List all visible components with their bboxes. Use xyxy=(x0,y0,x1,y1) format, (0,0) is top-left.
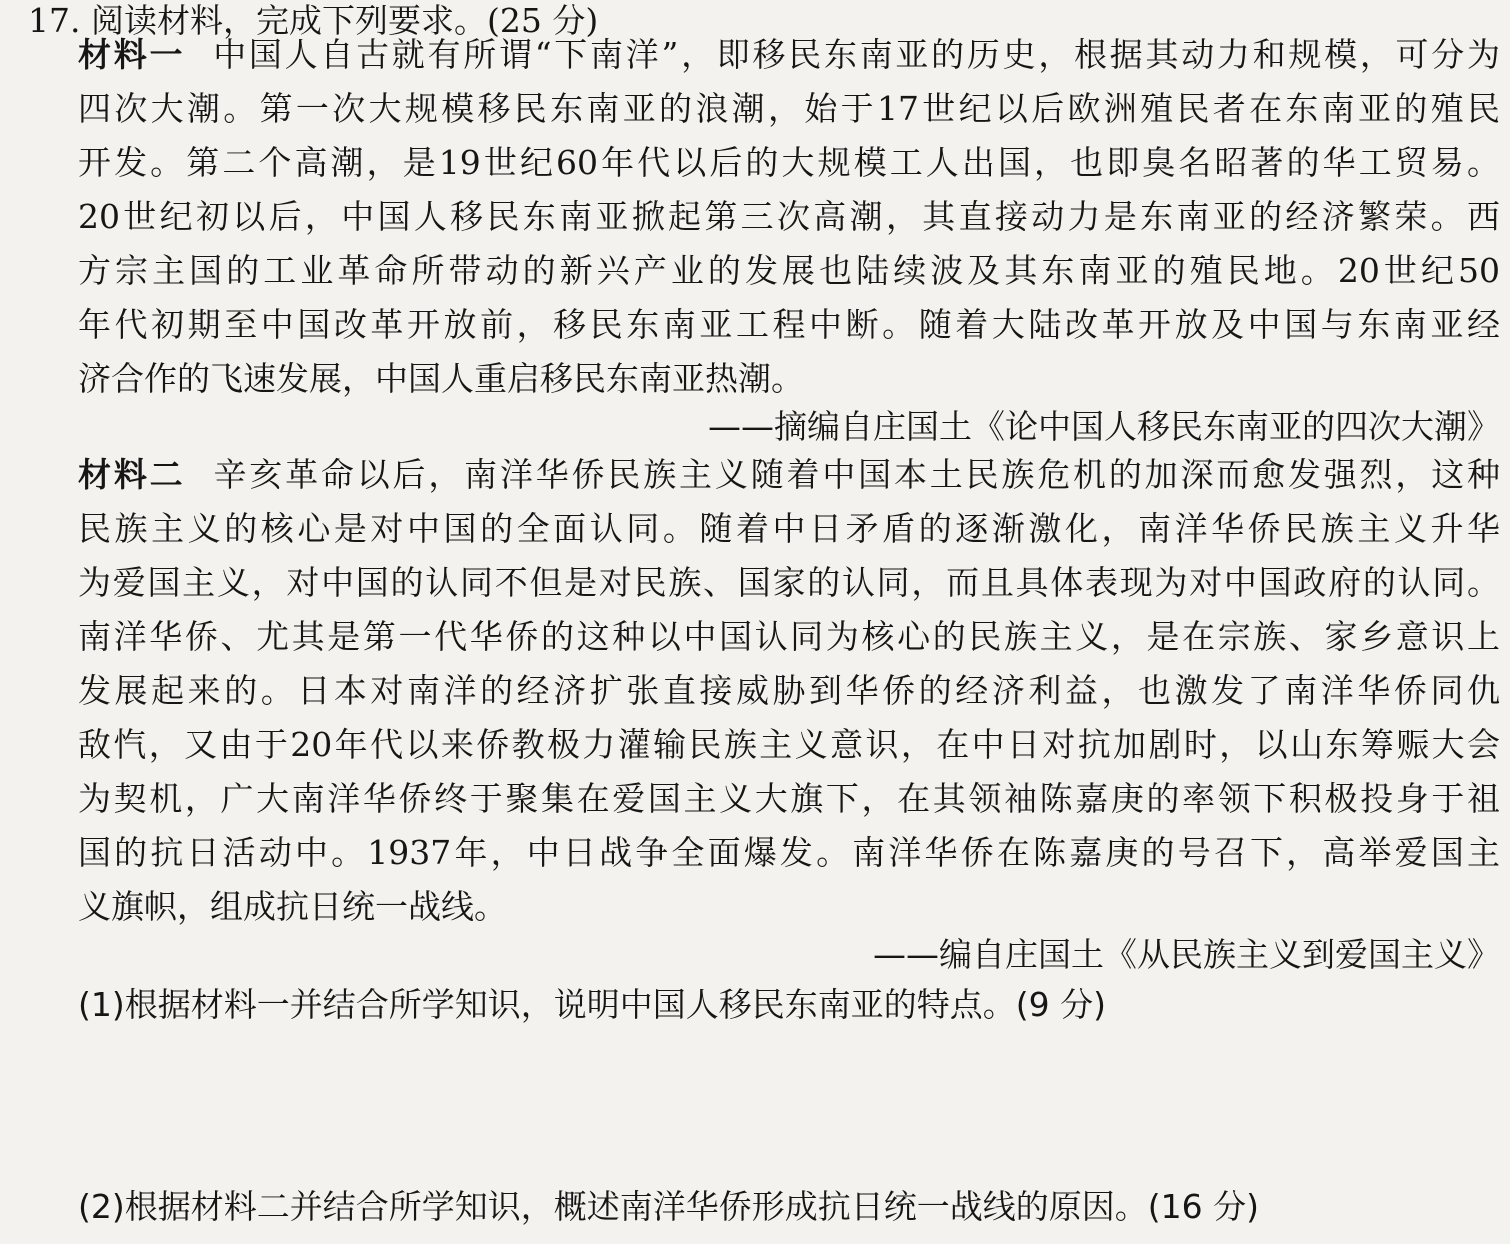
material1-line: 四次大潮。第一次大规模移民东南亚的浪潮，始于17世纪以后欧洲殖民者在东南亚的殖民 xyxy=(78,89,1500,128)
material1-line xyxy=(78,28,1500,82)
material1-line: 年代初期至中国改革开放前，移民东南亚工程中断。随着大陆改革开放及中国与东南亚经 xyxy=(78,305,1500,344)
material2-line: 南洋华侨、尤其是第一代华侨的这种以中国认同为核心的民族主义，是在宗族、家乡意识上 xyxy=(78,617,1500,656)
material2-label: 材料二 xyxy=(78,455,186,494)
material2-line: 民族主义的核心是对中国的全面认同。随着中日矛盾的逐渐激化，南洋华侨民族主义升华 xyxy=(78,509,1500,548)
material1-source: ——摘编自庄国土《论中国人移民东南亚的四次大潮》 xyxy=(708,407,1500,446)
material2-line: 敌忾，又由于20年代以来侨教极力灌输民族主义意识，在中日对抗加剧时，以山东筹赈大会 xyxy=(78,725,1500,764)
material2-line: 发展起来的。日本对南洋的经济扩张直接威胁到华侨的经济利益，也激发了南洋华侨同仇 xyxy=(78,671,1500,710)
material1-label: 材料一 xyxy=(78,35,186,74)
sub-question-1: (1)根据材料一并结合所学知识，说明中国人移民东南亚的特点。(9 分) xyxy=(78,985,1106,1024)
material2-line-text: 辛亥革命以后，南洋华侨民族主义随着中国本土民族危机的加深而愈发强烈，这种 xyxy=(213,455,1500,494)
material2-line: 国的抗日活动中。1937年，中日战争全面爆发。南洋华侨在陈嘉庚的号召下，高举爱国主 xyxy=(78,833,1500,872)
material2-line xyxy=(78,448,1500,502)
material1-line: 济合作的飞速发展，中国人重启移民东南亚热潮。 xyxy=(78,359,804,398)
sub-question-2: (2)根据材料二并结合所学知识，概述南洋华侨形成抗日统一战线的原因。(16 分) xyxy=(78,1187,1259,1226)
material1-line: 20世纪初以后，中国人移民东南亚掀起第三次高潮，其直接动力是东南亚的经济繁荣。西 xyxy=(78,197,1500,236)
material1-line: 开发。第二个高潮，是19世纪60年代以后的大规模工人出国，也即臭名昭著的华工贸易。 xyxy=(78,143,1500,182)
material1-line-text: 中国人自古就有所谓“下南洋”，即移民东南亚的历史，根据其动力和规模，可分为 xyxy=(213,35,1500,74)
material2-source: ——编自庄国土《从民族主义到爱国主义》 xyxy=(873,935,1500,974)
material1-line: 方宗主国的工业革命所带动的新兴产业的发展也陆续波及其东南亚的殖民地。20世纪50 xyxy=(78,251,1500,290)
question-title: 17. 阅读材料，完成下列要求。(25 分) xyxy=(28,1,599,40)
material2-line: 为契机，广大南洋华侨终于聚集在爱国主义大旗下，在其领袖陈嘉庚的率领下积极投身于祖 xyxy=(78,779,1500,818)
material2-line: 义旗帜，组成抗日统一战线。 xyxy=(78,887,507,926)
material2-line: 为爱国主义，对中国的认同不但是对民族、国家的认同，而且具体表现为对中国政府的认同。 xyxy=(78,563,1500,602)
